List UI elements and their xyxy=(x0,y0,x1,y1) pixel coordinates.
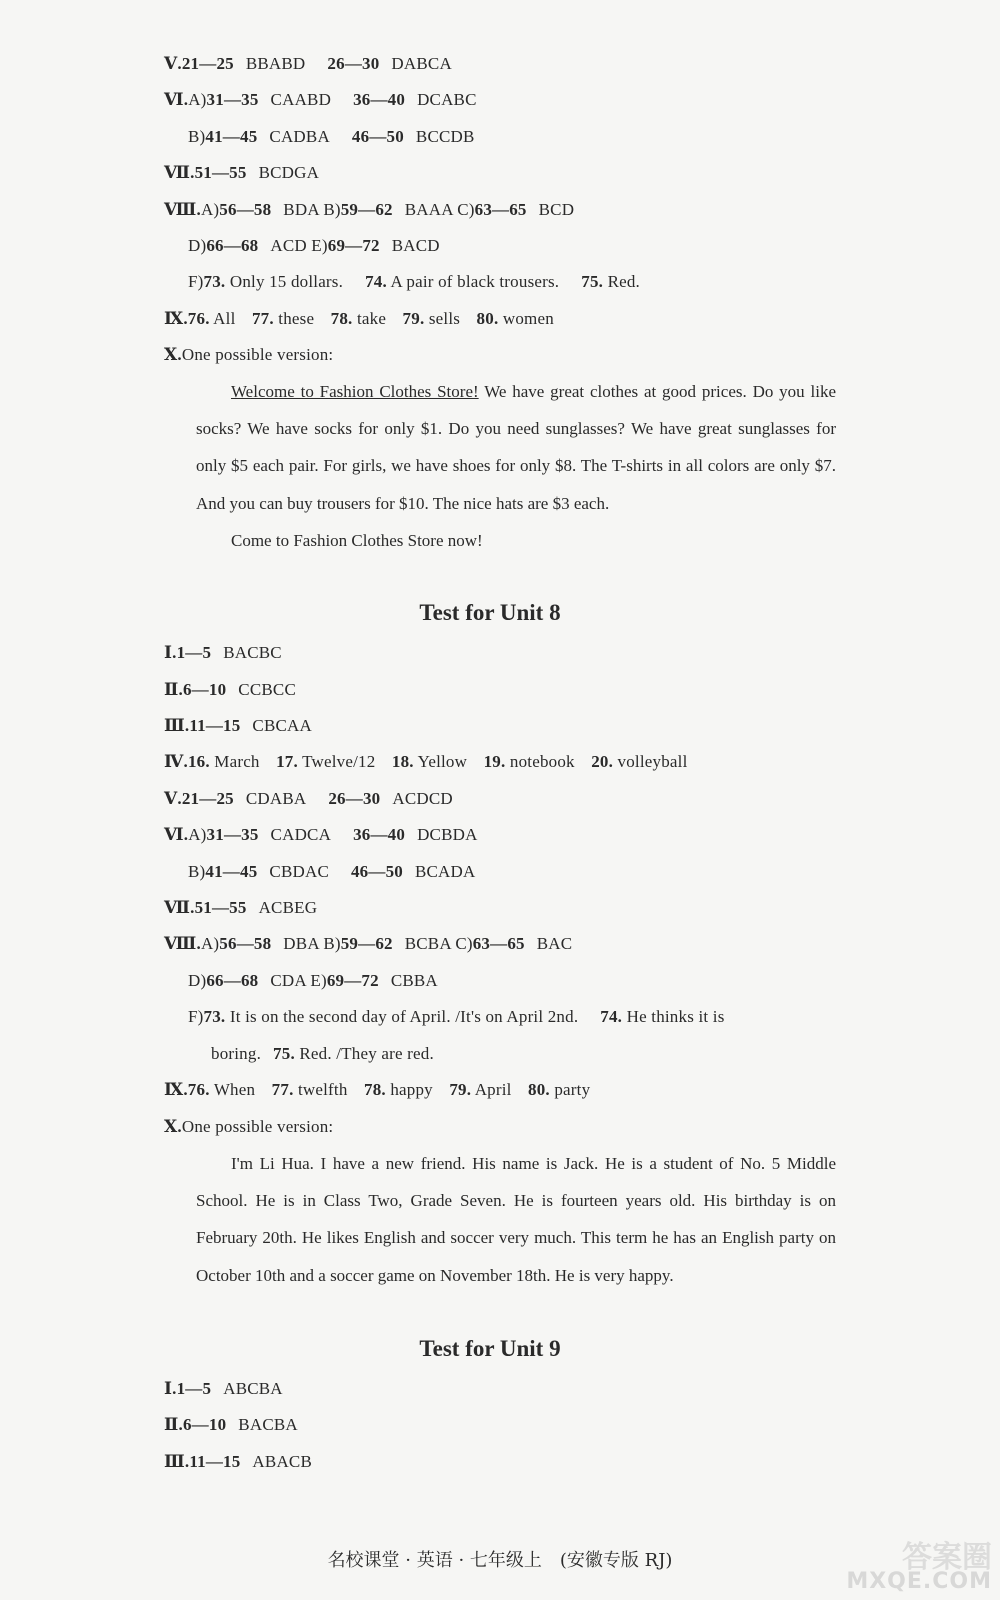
answer-text: Red. /They are red. xyxy=(299,1044,434,1063)
part-label: A) xyxy=(200,934,220,953)
question-range: 21—25 xyxy=(181,54,234,73)
question-number: 79. xyxy=(402,309,425,328)
section-number: Ⅱ. xyxy=(164,680,183,699)
answers: DCBDA xyxy=(417,825,478,844)
question-number: 77. xyxy=(271,1080,294,1099)
question-range: 59—62 xyxy=(340,200,393,219)
section-number: Ⅲ. xyxy=(164,1452,190,1471)
answer-line-viii-f-cont xyxy=(211,1044,434,1064)
essay-title: Welcome to Fashion Clothes Store! xyxy=(231,382,479,401)
question-number: 80. xyxy=(476,309,499,328)
question-range: 46—50 xyxy=(351,127,404,146)
unit-8-heading: Test for Unit 8 xyxy=(419,600,561,625)
answers: ABACB xyxy=(252,1452,312,1471)
part-label: A) xyxy=(188,90,207,109)
section-number: Ⅶ. xyxy=(164,898,195,917)
question-range: 26—30 xyxy=(328,789,381,808)
section-number: Ⅷ. xyxy=(164,934,201,953)
question-range: 51—55 xyxy=(194,163,247,182)
part-label: C) xyxy=(457,200,475,219)
answers: CDABA xyxy=(245,789,307,808)
answer-text: All xyxy=(213,309,236,328)
question-range: 56—58 xyxy=(219,934,272,953)
answer-text: A pair of black trousers. xyxy=(390,272,560,291)
answer-line-viii-de xyxy=(188,236,440,256)
question-range: 56—58 xyxy=(219,200,272,219)
version-label: One possible version: xyxy=(181,1117,334,1136)
answers: CADCA xyxy=(270,825,332,844)
part-label: E) xyxy=(311,236,328,255)
part-label: B) xyxy=(323,934,341,953)
answer-line-viii-f xyxy=(188,272,640,292)
section-number: Ⅸ. xyxy=(164,309,188,328)
part-label: A) xyxy=(188,825,207,844)
section-number: Ⅴ. xyxy=(164,54,182,73)
answer-line-i xyxy=(164,643,282,663)
answer-text: April xyxy=(474,1080,512,1099)
question-number: 80. xyxy=(528,1080,550,1099)
version-label: One possible version: xyxy=(181,345,334,364)
question-range: 41—45 xyxy=(205,127,258,146)
question-range: 69—72 xyxy=(327,236,380,255)
section-number: Ⅷ. xyxy=(164,200,201,219)
section-number: Ⅳ. xyxy=(164,752,188,771)
question-range: 51—55 xyxy=(194,898,247,917)
part-label: B) xyxy=(323,200,341,219)
answer-text: twelfth xyxy=(297,1080,348,1099)
answer-line-i xyxy=(164,1379,283,1399)
section-number: Ⅹ. xyxy=(164,345,182,364)
answers: DBA xyxy=(283,934,319,953)
watermark-url: MXQE.COM xyxy=(846,1569,992,1594)
question-number: 75. xyxy=(273,1044,295,1063)
answer-text: Red. xyxy=(607,272,641,291)
sample-essay-unit7 xyxy=(196,373,836,559)
question-number: 74. xyxy=(600,1007,623,1026)
answers: CBBA xyxy=(390,971,438,990)
question-range: 36—40 xyxy=(353,90,406,109)
question-number: 19. xyxy=(483,752,506,771)
question-number: 78. xyxy=(364,1080,386,1099)
answer-text: party xyxy=(554,1080,591,1099)
question-number: 73. xyxy=(203,1007,226,1026)
question-range: 59—62 xyxy=(340,934,393,953)
part-label: D) xyxy=(188,236,207,255)
question-range: 41—45 xyxy=(205,862,258,881)
answers: BCD xyxy=(538,200,575,219)
question-range: 31—35 xyxy=(206,90,259,109)
answers: DCABC xyxy=(417,90,477,109)
question-range: 6—10 xyxy=(182,680,227,699)
answers: BCBA xyxy=(404,934,451,953)
answer-text: sells xyxy=(428,309,461,328)
section-number: Ⅴ. xyxy=(164,789,182,808)
answers: CAABD xyxy=(270,90,332,109)
question-number: 73. xyxy=(203,272,226,291)
question-number: 79. xyxy=(449,1080,472,1099)
answers: ACDCD xyxy=(392,789,453,808)
answer-text: women xyxy=(502,309,554,328)
answer-line-viii-abc xyxy=(164,934,572,954)
answers: CCBCC xyxy=(238,680,296,699)
answers: BBABD xyxy=(245,54,306,73)
question-range: 11—15 xyxy=(189,1452,241,1471)
answers: CADBA xyxy=(269,127,330,146)
question-number: 16. xyxy=(187,752,210,771)
answer-line-iii xyxy=(164,716,312,736)
answer-text: volleyball xyxy=(617,752,688,771)
section-number: Ⅰ. xyxy=(164,643,177,662)
answer-line-v xyxy=(164,54,452,74)
answer-line-viii-abc xyxy=(164,200,574,220)
essay-body: I'm Li Hua. I have a new friend. His name is Jack. He is a student of No. 5 Middle School. He is in Class Two, Grade Seven. He is fourteen years old. His birthday is on February 20th. He likes English and soccer very much. This term he has an English party on October 10th and a soccer game on November 18th. He is very happy. xyxy=(196,1154,836,1285)
answer-line-vii xyxy=(164,163,319,183)
answer-line-iv xyxy=(164,752,688,772)
question-range: 36—40 xyxy=(353,825,406,844)
question-number: 76. xyxy=(187,309,210,328)
answer-text: take xyxy=(356,309,387,328)
question-range: 66—68 xyxy=(206,971,259,990)
answer-text: March xyxy=(214,752,260,771)
question-range: 11—15 xyxy=(189,716,241,735)
watermark-logo: 答案圈 xyxy=(902,1540,992,1575)
part-label: B) xyxy=(188,862,206,881)
answers: BACD xyxy=(391,236,440,255)
answers: CBDAC xyxy=(269,862,329,881)
answer-line-viii-f xyxy=(188,1007,725,1027)
part-label: E) xyxy=(310,971,327,990)
part-label: D) xyxy=(188,971,207,990)
answers: BCDGA xyxy=(258,163,320,182)
answers: CBCAA xyxy=(252,716,312,735)
section-number: Ⅸ. xyxy=(164,1080,188,1099)
question-number: 20. xyxy=(591,752,614,771)
question-number: 77. xyxy=(251,309,274,328)
question-number: 78. xyxy=(330,309,353,328)
answer-line-vi-a xyxy=(164,825,478,845)
answer-line-iii xyxy=(164,1452,312,1472)
essay-body: We have great clothes at good prices. Do you like socks? We have socks for only $1. Do you need sunglasses? We have great sunglasses for only $5 each pair. For girls, we have shoes for only $8. The T-shirts in all colors are only $7. And you can buy trousers for $10. The nice hats are $3 each. xyxy=(196,382,836,513)
answer-line-ix xyxy=(164,1080,590,1100)
question-number: 75. xyxy=(581,272,604,291)
answers: BACBA xyxy=(238,1415,298,1434)
answers: ACBEG xyxy=(258,898,318,917)
question-number: 74. xyxy=(365,272,387,291)
part-label: C) xyxy=(455,934,473,953)
section-number: Ⅵ. xyxy=(164,825,189,844)
question-range: 6—10 xyxy=(182,1415,227,1434)
answer-text: Only 15 dollars. xyxy=(229,272,344,291)
answer-line-ii xyxy=(164,680,296,700)
question-range: 1—5 xyxy=(176,643,212,662)
answer-line-x xyxy=(164,1117,333,1137)
question-range: 31—35 xyxy=(206,825,259,844)
question-range: 66—68 xyxy=(206,236,259,255)
essay-closing: Come to Fashion Clothes Store now! xyxy=(231,530,483,550)
watermark xyxy=(822,1532,992,1594)
answer-text: these xyxy=(278,309,315,328)
question-number: 76. xyxy=(187,1080,210,1099)
answers: BAC xyxy=(536,934,573,953)
unit-9-heading: Test for Unit 9 xyxy=(419,1336,561,1361)
question-range: 26—30 xyxy=(327,54,380,73)
answer-line-x xyxy=(164,345,333,365)
answer-line-vi-b xyxy=(188,127,475,147)
answers: ACD xyxy=(270,236,307,255)
section-number: Ⅵ. xyxy=(164,90,189,109)
answer-text: notebook xyxy=(509,752,575,771)
answer-line-ii xyxy=(164,1415,298,1435)
question-number: 18. xyxy=(391,752,414,771)
page-footer: 名校课堂 · 英语 · 七年级上 (安徽专版 RJ) xyxy=(327,1550,673,1571)
question-range: 1—5 xyxy=(176,1379,212,1398)
question-range: 63—65 xyxy=(472,934,525,953)
question-number: 17. xyxy=(276,752,298,771)
question-range: 63—65 xyxy=(474,200,527,219)
question-range: 21—25 xyxy=(181,789,234,808)
question-range: 69—72 xyxy=(326,971,379,990)
answer-line-vii xyxy=(164,898,317,918)
part-label: B) xyxy=(188,127,206,146)
part-label: F) xyxy=(188,1007,204,1026)
answer-text: happy xyxy=(390,1080,433,1099)
section-number: Ⅲ. xyxy=(164,716,190,735)
answers: BAAA xyxy=(404,200,453,219)
part-label: A) xyxy=(200,200,220,219)
answer-text: He thinks it is xyxy=(626,1007,725,1026)
answer-line-ix xyxy=(164,309,554,329)
answers: ABCBA xyxy=(223,1379,283,1398)
answer-line-vi-b xyxy=(188,862,476,882)
answer-text: Yellow xyxy=(417,752,468,771)
answer-text: boring. xyxy=(211,1044,262,1063)
sample-essay-unit8 xyxy=(196,1145,836,1294)
part-label: F) xyxy=(188,272,204,291)
answer-text: It is on the second day of April. /It's on April 2nd. xyxy=(229,1007,579,1026)
section-number: Ⅹ. xyxy=(164,1117,182,1136)
question-range: 46—50 xyxy=(350,862,403,881)
answer-text: When xyxy=(213,1080,256,1099)
answers: CDA xyxy=(270,971,306,990)
section-number: Ⅰ. xyxy=(164,1379,177,1398)
answers: BCCDB xyxy=(415,127,475,146)
answer-line-viii-de xyxy=(188,971,438,991)
answer-text: Twelve/12 xyxy=(302,752,376,771)
section-number: Ⅶ. xyxy=(164,163,195,182)
answers: DABCA xyxy=(391,54,452,73)
section-number: Ⅱ. xyxy=(164,1415,183,1434)
answers: BCADA xyxy=(414,862,476,881)
answer-line-vi-a xyxy=(164,90,477,110)
answers: BDA xyxy=(283,200,319,219)
answers: BACBC xyxy=(223,643,282,662)
answer-line-v xyxy=(164,789,453,809)
